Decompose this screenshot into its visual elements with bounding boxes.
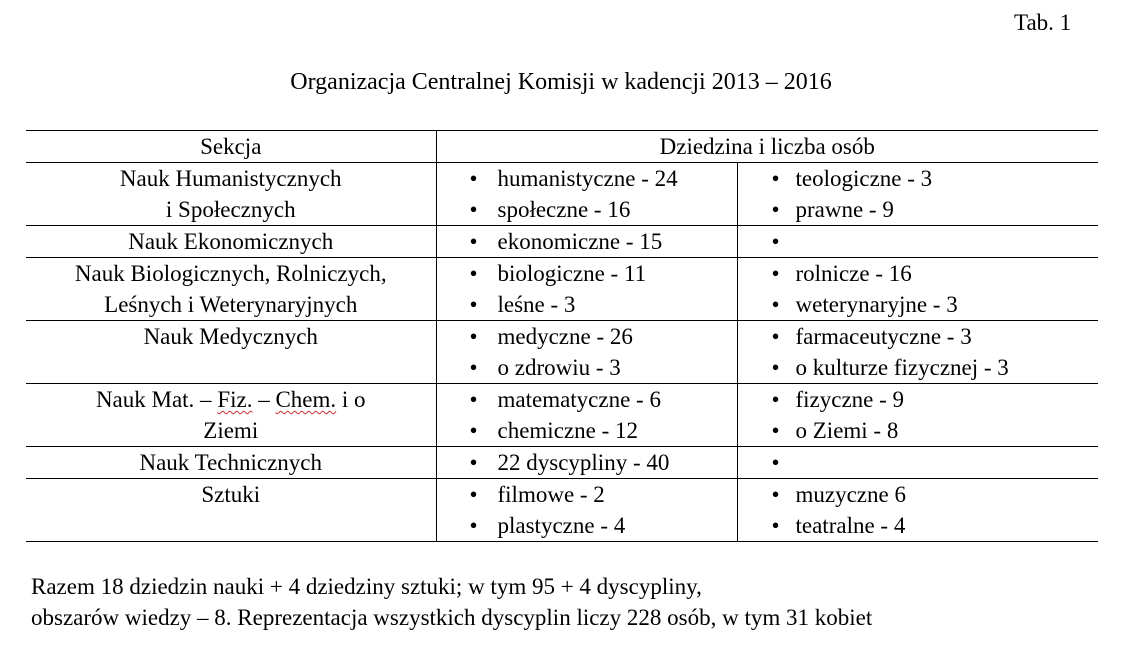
bullet-icon: • (771, 229, 780, 254)
list-item: • muzyczne 6 (738, 479, 1099, 510)
list-item: • humanistyczne - 24 (437, 163, 737, 194)
list-item: • o Ziemi - 8 (738, 415, 1099, 446)
list-item: • filmowe - 2 (437, 479, 737, 510)
table-row (26, 163, 1098, 226)
domain-cell-right (737, 163, 1098, 226)
table-row (26, 258, 1098, 321)
list-item: • chemiczne - 12 (437, 415, 737, 446)
domain-cell-left (436, 258, 737, 321)
list-item: • społeczne - 16 (437, 194, 737, 225)
section-cell (26, 321, 436, 384)
domain-cell-left (436, 163, 737, 226)
section-name-line: Nauk Biologicznych, Rolniczych, (74, 261, 387, 286)
domain-cell-right (737, 226, 1098, 258)
list-item: • weterynaryjne - 3 (738, 289, 1099, 320)
domain-cell-left (436, 226, 737, 258)
bullet-icon: • (469, 261, 478, 286)
table-header-row (26, 131, 1098, 163)
domain-cell-left (436, 479, 737, 542)
bullet-icon: • (771, 450, 780, 475)
table-row (26, 226, 1098, 258)
header-domain: Dziedzina i liczba osób (436, 131, 1098, 163)
bullet-icon: • (469, 292, 478, 317)
section-name-line: i Społecznych (165, 197, 296, 222)
list-item: • rolnicze - 16 (738, 258, 1099, 289)
bullet-icon: • (771, 324, 780, 349)
list-item (738, 447, 1099, 478)
bullet-icon: • (469, 197, 478, 222)
bullet-icon: • (469, 450, 478, 475)
header-section: Sekcja (26, 131, 436, 163)
section-cell (26, 447, 436, 479)
bullet-icon: • (469, 324, 478, 349)
list-item: • 22 dyscypliny - 40 (437, 447, 737, 478)
domain-cell-left (436, 321, 737, 384)
table-row (26, 479, 1098, 542)
bullet-icon: • (771, 513, 780, 538)
section-cell (26, 226, 436, 258)
section-cell (26, 163, 436, 226)
bullet-icon: • (771, 482, 780, 507)
list-item: • fizyczne - 9 (738, 384, 1099, 415)
section-cell (26, 479, 436, 542)
list-item: • prawne - 9 (738, 194, 1099, 225)
summary-line-2: obszarów wiedzy – 8. Reprezentacja wszystkich dyscyplin liczy 228 osób, w tym 31 kobiet (31, 605, 873, 630)
bullet-icon: • (771, 387, 780, 412)
bullet-icon: • (469, 355, 478, 380)
summary-line-1: Razem 18 dziedzin nauki + 4 dziedziny sztuki; w tym 95 + 4 dyscypliny, (31, 574, 702, 599)
list-item: • matematyczne - 6 (437, 384, 737, 415)
section-name-line: Nauk Ekonomicznych (128, 229, 334, 254)
table-row (26, 321, 1098, 384)
section-cell (26, 258, 436, 321)
summary-note (31, 571, 872, 633)
list-item: • o zdrowiu - 3 (437, 352, 737, 383)
list-item: • ekonomiczne - 15 (437, 226, 737, 257)
section-name-line: Nauk Mat. – Fiz. – Chem. i o (95, 387, 366, 412)
bullet-icon: • (771, 261, 780, 286)
list-item: • o kulturze fizycznej - 3 (738, 352, 1099, 383)
domain-cell-left (436, 384, 737, 447)
list-item: • leśne - 3 (437, 289, 737, 320)
bullet-icon: • (469, 513, 478, 538)
list-item: • teologiczne - 3 (738, 163, 1099, 194)
list-item: • medyczne - 26 (437, 321, 737, 352)
table-title: Organizacja Centralnej Komisji w kadencji 2013 – 2016 (290, 69, 832, 95)
list-item: • farmaceutyczne - 3 (738, 321, 1099, 352)
section-name-line: Leśnych i Weterynaryjnych (104, 292, 358, 317)
domain-cell-right (737, 384, 1098, 447)
list-item: • plastyczne - 4 (437, 510, 737, 541)
bullet-icon: • (469, 229, 478, 254)
bullet-icon: • (469, 387, 478, 412)
domain-cell-right (737, 321, 1098, 384)
table-number-label: Tab. 1 (1014, 10, 1072, 35)
bullet-icon: • (469, 166, 478, 191)
domain-cell-right (737, 447, 1098, 479)
domain-cell-right (737, 258, 1098, 321)
bullet-icon: • (771, 292, 780, 317)
section-cell (26, 384, 436, 447)
section-name-line: Ziemi (203, 418, 259, 443)
list-item: • teatralne - 4 (738, 510, 1099, 541)
bullet-icon: • (469, 482, 478, 507)
section-name-line: Sztuki (201, 482, 261, 507)
list-item (738, 226, 1099, 257)
section-name-line: Nauk Medycznych (143, 324, 318, 349)
domain-cell-right (737, 479, 1098, 542)
bullet-icon: • (469, 418, 478, 443)
domain-cell-left (436, 447, 737, 479)
bullet-icon: • (771, 355, 780, 380)
bullet-icon: • (771, 166, 780, 191)
bullet-icon: • (771, 418, 780, 443)
list-item: • biologiczne - 11 (437, 258, 737, 289)
table-row (26, 447, 1098, 479)
bullet-icon: • (771, 197, 780, 222)
organization-table (26, 130, 1098, 542)
section-name-line: Nauk Humanistycznych (119, 166, 342, 191)
section-name-line: Nauk Technicznych (139, 450, 323, 475)
table-row (26, 384, 1098, 447)
